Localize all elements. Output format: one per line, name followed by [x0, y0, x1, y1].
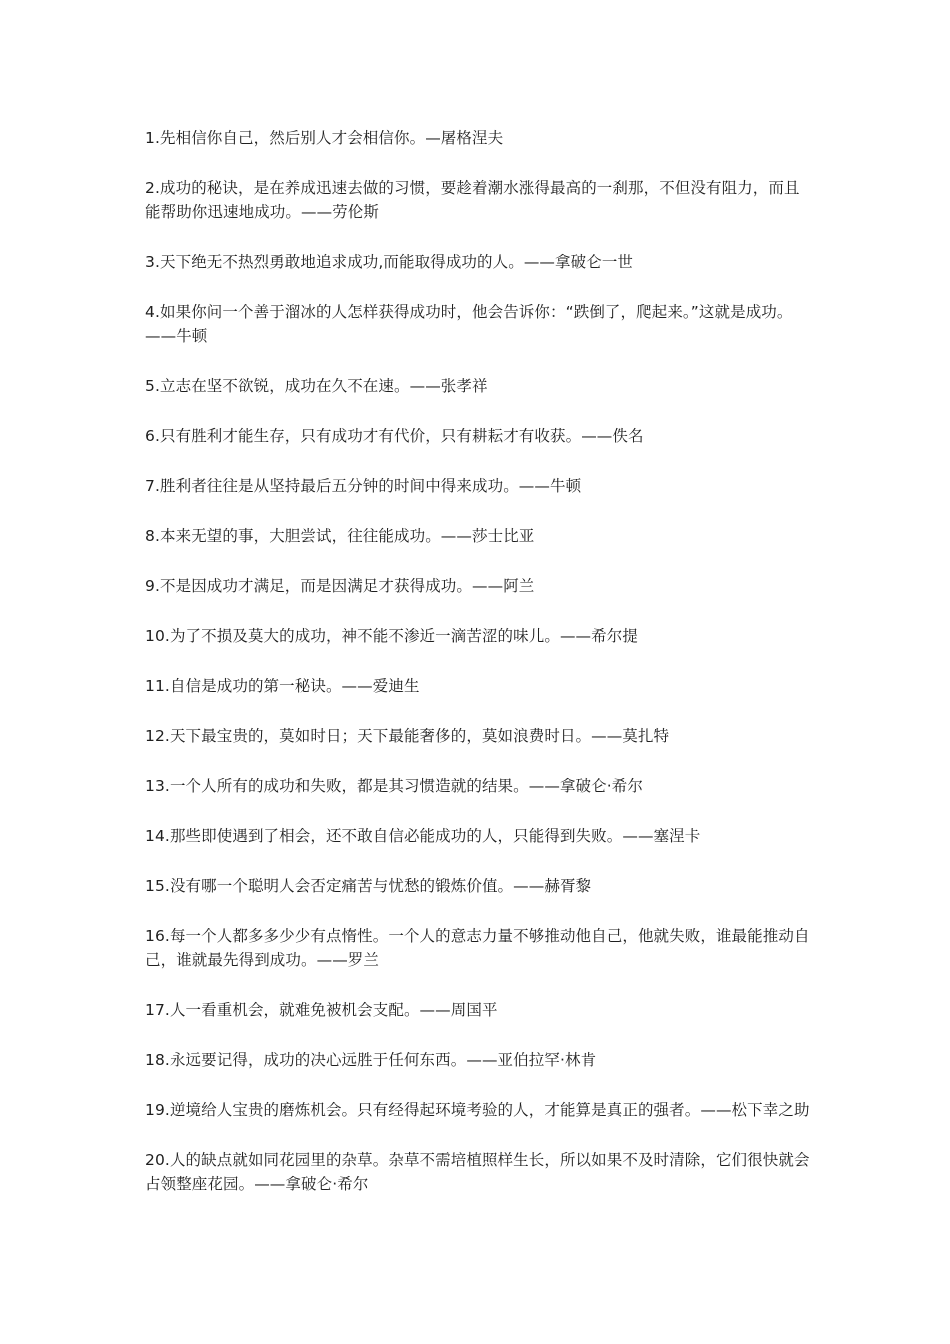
quote-item: 19.逆境给人宝贵的磨炼机会。只有经得起环境考验的人，才能算是真正的强者。——松下幸之助	[145, 1101, 810, 1119]
quote-item: 18.永远要记得，成功的决心远胜于任何东西。——亚伯拉罕·林肯	[145, 1051, 597, 1069]
quote-item: 1.先相信你自己，然后别人才会相信你。—屠格涅夫	[145, 129, 504, 147]
quote-item: 7.胜利者往往是从坚持最后五分钟的时间中得来成功。——牛顿	[145, 477, 582, 495]
quote-item: 17.人一看重机会，就难免被机会支配。——周国平	[145, 1001, 498, 1019]
quote-item: 9.不是因成功才满足，而是因满足才获得成功。——阿兰	[145, 577, 535, 595]
quote-item: 8.本来无望的事，大胆尝试，往往能成功。——莎士比亚	[145, 527, 535, 545]
quote-item: 15.没有哪一个聪明人会否定痛苦与忧愁的锻炼价值。——赫胥黎	[145, 877, 592, 895]
quote-list	[145, 126, 810, 1222]
quote-item: 12.天下最宝贵的，莫如时日；天下最能奢侈的，莫如浪费时日。——莫扎特	[145, 727, 670, 745]
quote-item: 2.成功的秘诀，是在养成迅速去做的习惯，要趁着潮水涨得最高的一刹那，不但没有阻力，而且能帮助你迅速地成功。——劳伦斯	[145, 179, 800, 221]
quote-item: 6.只有胜利才能生存，只有成功才有代价，只有耕耘才有收获。——佚名	[145, 427, 644, 445]
quote-item: 5.立志在坚不欲锐，成功在久不在速。——张孝祥	[145, 377, 488, 395]
quote-item: 16.每一个人都多多少少有点惰性。一个人的意志力量不够推动他自己，他就失败，谁最能推动自己，谁就最先得到成功。——罗兰	[145, 927, 810, 969]
quote-item: 20.人的缺点就如同花园里的杂草。杂草不需培植照样生长，所以如果不及时清除，它们很快就会占领整座花园。——拿破仑·希尔	[145, 1151, 810, 1193]
quote-item: 3.天下绝无不热烈勇敢地追求成功,而能取得成功的人。——拿破仑一世	[145, 253, 634, 271]
quote-item: 4.如果你问一个善于溜冰的人怎样获得成功时，他会告诉你：“跌倒了，爬起来。”这就是成功。——牛顿	[145, 303, 793, 345]
quote-item: 14.那些即使遇到了相会，还不敢自信必能成功的人，只能得到失败。——塞涅卡	[145, 827, 701, 845]
quote-item: 13.一个人所有的成功和失败，都是其习惯造就的结果。——拿破仑·希尔	[145, 777, 643, 795]
quote-item: 11.自信是成功的第一秘诀。——爱迪生	[145, 677, 420, 695]
quote-item: 10.为了不损及莫大的成功，神不能不渗近一滴苦涩的味儿。——希尔提	[145, 627, 638, 645]
